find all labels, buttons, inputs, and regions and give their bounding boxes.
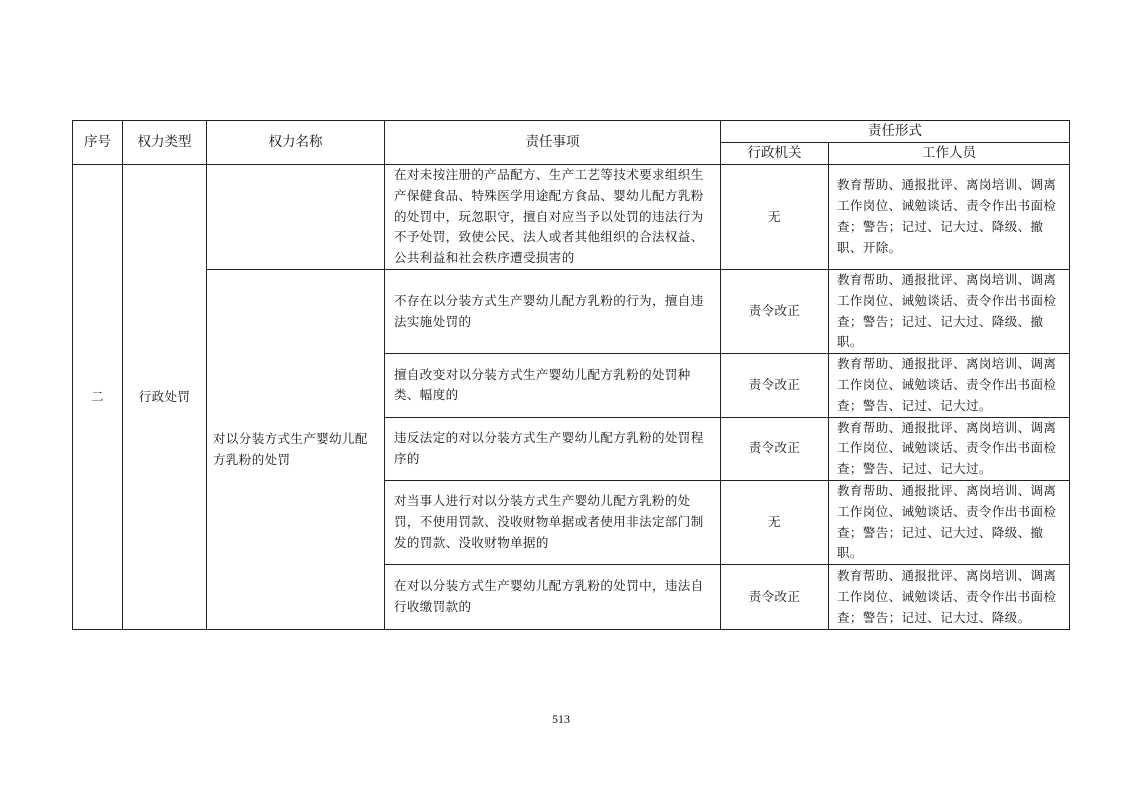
admin-org-cell: 责令改正 [721, 269, 829, 353]
staff-cell: 教育帮助、通报批评、离岗培训、调离工作岗位、诫勉谈话、责令作出书面检查；警告、记过、记大过。 [829, 354, 1070, 417]
table-row [73, 165, 1070, 270]
responsibility-cell: 不存在以分装方式生产婴幼儿配方乳粉的行为，擅自违法实施处罚的 [385, 269, 721, 353]
header-seq: 序号 [73, 121, 123, 165]
header-power-type: 权力类型 [123, 121, 207, 165]
responsibility-cell: 在对未按注册的产品配方、生产工艺等技术要求组织生产保健食品、特殊医学用途配方食品、婴幼儿配方乳粉的处罚中，玩忽职守，擅自对应当予以处罚的违法行为不予处罚，致使公民、法人或者其他组织的合法权益、公共利益和社会秩序遭受损害的 [385, 165, 721, 270]
header-row [73, 121, 1070, 143]
staff-cell: 教育帮助、通报批评、离岗培训、调离工作岗位、诫勉谈话、责令作出书面检查；警告；记过、记大过、降级、撤职、开除。 [829, 165, 1070, 270]
staff-cell: 教育帮助、通报批评、离岗培训、调离工作岗位、诫勉谈话、责令作出书面检查；警告；记过、记大过、降级、撤职。 [829, 480, 1070, 564]
responsibility-cell: 对当事人进行对以分装方式生产婴幼儿配方乳粉的处罚，不使用罚款、没收财物单据或者使用非法定部门制发的罚款、没收财物单据的 [385, 480, 721, 564]
header-power-name: 权力名称 [207, 121, 385, 165]
staff-cell: 教育帮助、通报批评、离岗培训、调离工作岗位、诫勉谈话、责令作出书面检查；警告；记过、记大过、降级、撤职。 [829, 269, 1070, 353]
admin-org-cell: 责令改正 [721, 354, 829, 417]
table-row [73, 269, 1070, 353]
responsibility-cell: 擅自改变对以分装方式生产婴幼儿配方乳粉的处罚种类、幅度的 [385, 354, 721, 417]
admin-org-cell: 责令改正 [721, 565, 829, 630]
power-type-cell: 行政处罚 [123, 165, 207, 630]
staff-cell: 教育帮助、通报批评、离岗培训、调离工作岗位、诫勉谈话、责令作出书面检查；警告；记过、记大过、降级。 [829, 565, 1070, 630]
header-admin-org: 行政机关 [721, 143, 829, 165]
seq-cell: 二 [73, 165, 123, 630]
admin-org-cell: 无 [721, 165, 829, 270]
responsibility-table [72, 120, 1070, 630]
admin-org-cell: 责令改正 [721, 417, 829, 480]
staff-cell: 教育帮助、通报批评、离岗培训、调离工作岗位、诫勉谈话、责令作出书面检查；警告、记过、记大过。 [829, 417, 1070, 480]
responsibility-cell: 在对以分装方式生产婴幼儿配方乳粉的处罚中，违法自行收缴罚款的 [385, 565, 721, 630]
admin-org-cell: 无 [721, 480, 829, 564]
responsibility-cell: 违反法定的对以分装方式生产婴幼儿配方乳粉的处罚程序的 [385, 417, 721, 480]
header-responsibility: 责任事项 [385, 121, 721, 165]
power-name-cell-empty [207, 165, 385, 270]
page-number: 513 [552, 712, 570, 726]
power-name-cell: 对以分装方式生产婴幼儿配方乳粉的处罚 [207, 269, 385, 629]
header-staff: 工作人员 [829, 143, 1070, 165]
header-responsibility-form: 责任形式 [721, 121, 1070, 143]
